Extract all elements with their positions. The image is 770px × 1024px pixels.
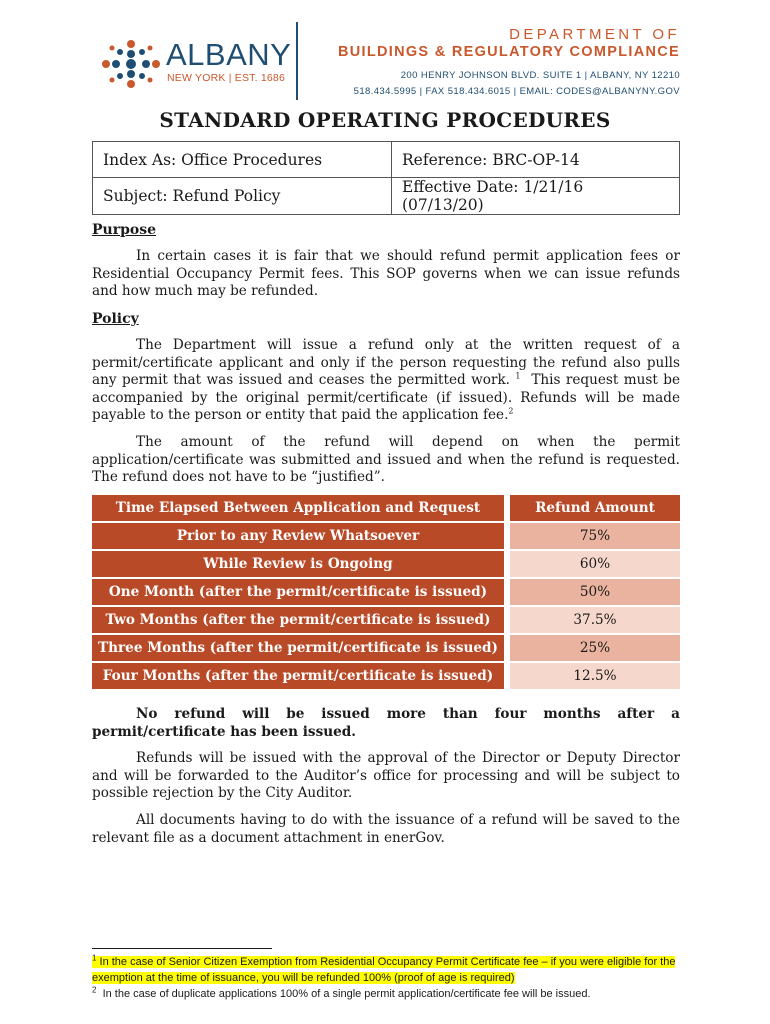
footnote-mark-1: 1 xyxy=(92,953,97,963)
row-label: One Month (after the permit/certificate is issued) xyxy=(92,579,510,605)
row-label: Four Months (after the permit/certificate is issued) xyxy=(92,663,510,689)
word: a xyxy=(671,706,680,722)
row-label: Three Months (after the permit/certificate is issued) xyxy=(92,635,510,661)
policy-text-a: The Department will issue a refund only at the written request of a permit/certificate applicant and only if the person requesting the refund also pulls any permit that was issued and ceases the permitted work. xyxy=(92,337,680,389)
refund-schedule-table xyxy=(92,493,680,691)
policy-paragraph-1 xyxy=(92,337,680,425)
row-label: Prior to any Review Whatsoever xyxy=(92,523,510,549)
policy-heading: Policy xyxy=(92,311,139,327)
department-division: BUILDINGS & REGULATORY COMPLIANCE xyxy=(337,44,680,60)
word: will xyxy=(242,706,270,722)
row-value: 60% xyxy=(510,551,680,577)
policy-paragraph-2 xyxy=(92,434,680,487)
subject-cell: Subject: Refund Policy xyxy=(93,178,392,215)
footnote-ref-2[interactable]: 2 xyxy=(508,406,514,416)
row-value: 75% xyxy=(510,523,680,549)
table-row xyxy=(92,523,680,549)
logo-wordmark: ALBANY xyxy=(166,37,292,72)
documents-paragraph xyxy=(92,812,680,847)
purpose-paragraph xyxy=(92,248,680,301)
row-label: While Review is Ongoing xyxy=(92,551,510,577)
policy-text-c: The amount of the refund will depend on when the permit application/certificate was submitted and issued and when the refund is requested. The refund does not have to be “justified”. xyxy=(92,434,680,486)
word: months xyxy=(543,706,601,722)
word: after xyxy=(617,706,655,722)
table-row xyxy=(92,635,680,661)
no-refund-note xyxy=(92,705,680,741)
index-as-cell: Index As: Office Procedures xyxy=(93,142,392,178)
table-row xyxy=(93,178,680,215)
reference-cell: Reference: BRC-OP-14 xyxy=(392,142,680,178)
footnote-2 xyxy=(92,987,680,1003)
row-value: 37.5% xyxy=(510,607,680,633)
approval-text: Refunds will be issued with the approval of the Director or Deputy Director and will be forwarded to the Auditor’s office for processing and will be subject to possible rejection by the City Auditor. xyxy=(92,750,680,802)
word: than xyxy=(442,706,478,722)
footnote-2-text: In the case of duplicate applications 100% of a single permit application/certificate fee will be issued. xyxy=(102,988,591,1000)
table-row xyxy=(92,663,680,689)
sop-info-table xyxy=(92,141,680,215)
header-time-elapsed: Time Elapsed Between Application and Request xyxy=(92,495,510,521)
purpose-heading: Purpose xyxy=(92,222,156,238)
word: refund xyxy=(174,706,226,722)
department-name: DEPARTMENT OF xyxy=(509,26,680,43)
word: four xyxy=(494,706,527,722)
effective-date-cell: Effective Date: 1/21/16 (07/13/20) xyxy=(392,178,680,215)
table-header-row xyxy=(92,495,680,521)
footnote-1-text: In the case of Senior Citizen Exemption from Residential Occupancy Permit Certificate fee – if you were eligible for the exemption at the time of issuance, you will be refunded 100% (proof of age is required) xyxy=(92,956,676,984)
word: be xyxy=(286,706,305,722)
row-value: 12.5% xyxy=(510,663,680,689)
header-refund-amount: Refund Amount xyxy=(510,495,680,521)
table-row xyxy=(92,607,680,633)
no-refund-line-1 xyxy=(92,705,680,723)
department-address: 200 HENRY JOHNSON BLVD. SUITE 1 | ALBANY, NY 12210 xyxy=(400,70,680,81)
page-title: STANDARD OPERATING PROCEDURES xyxy=(159,108,611,132)
row-value: 25% xyxy=(510,635,680,661)
department-contact: 518.434.5995 | FAX 518.434.6015 | EMAIL: CODES@ALBANYNY.GOV xyxy=(353,86,680,97)
word: No xyxy=(136,706,158,722)
policy-text-b: This request must be accompanied by the original permit/certificate (if issued). Refunds will be made payable to the person or entity that paid the application fee. xyxy=(92,372,680,424)
letterhead-divider xyxy=(296,22,298,100)
table-row xyxy=(92,551,680,577)
no-refund-line-2: permit/certificate has been issued. xyxy=(92,724,357,740)
footnote-divider xyxy=(92,948,272,949)
row-label: Two Months (after the permit/certificate is issued) xyxy=(92,607,510,633)
row-value: 50% xyxy=(510,579,680,605)
table-row xyxy=(92,579,680,605)
purpose-text: In certain cases it is fair that we should refund permit application fees or Residential Occupancy Permit fees. This SOP governs when we can issue refunds and how much may be refunded. xyxy=(92,248,680,300)
word: more xyxy=(386,706,426,722)
logo-subtitle: NEW YORK | EST. 1686 xyxy=(167,72,285,84)
table-row xyxy=(93,142,680,178)
word: issued xyxy=(321,706,370,722)
approval-paragraph xyxy=(92,750,680,803)
footnote-mark-2: 2 xyxy=(92,985,97,995)
albany-fleur-logo-icon xyxy=(100,38,162,90)
footnote-ref-1[interactable]: 1 xyxy=(515,371,521,381)
documents-text: All documents having to do with the issuance of a refund will be saved to the relevant file as a document attachment in enerGov. xyxy=(92,812,680,846)
footnote-1 xyxy=(92,955,680,986)
